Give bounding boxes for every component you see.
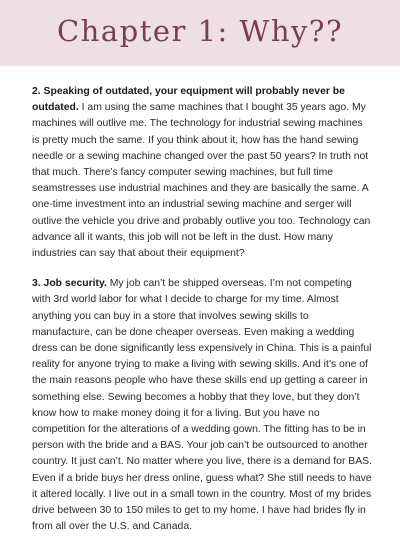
paragraph-job-security — [32, 276, 372, 535]
chapter-title: Chapter 1: Why?? — [56, 14, 344, 48]
chapter-header-band — [0, 0, 400, 66]
paragraph-heading: 2. Speaking of outdated, your equipment will probably never be outdated. — [32, 86, 345, 114]
paragraph-text: I am using the same machines that I bought 35 years ago. My machines will outlive me. The technology for industrial sewing machines is pretty much the same. If you think about it, how has the hand sewing needle or a sewing machine changed over the past 50 years? In truth not that much. There’s fancy computer sewing machines, but full time seamstresses use industrial machines and they are basically the same. A one-time investment into an industrial sewing machine and serger will outlive the vehicle you drive and probably outlive you too. Technology can advance all it wants, this job will not be left in the dust. How many industries can say that about their equipment? — [32, 102, 371, 260]
paragraph-text: My job can’t be shipped overseas. I’m not competing with 3rd world labor for what I decide to charge for my time. Almost anything you can buy in a store that involves sewing skills to manufacture, can be done cheaper overseas. Even making a wedding dress can be done significantly less expensively in China. This is a painful reality for anyone trying to make a living with sewing skills. And it’s one of the main reasons people who have these skills end up getting a career in something else. Sewing becomes a hobby that they love, but they don’t know how to make money doing it for a living. But you have no competition for the alterations of a wedding gown. The fitting has to be in person with the bride and a BAS. Your job can’t be outsourced to another country. It just can’t. No matter where you live, there is a demand for BAS. Even if a bride buys her dress online, guess what? She still needs to have it altered locally. I live out in a small town in the country. Most of my brides drive between 30 to 150 miles to get to my home. I have had brides fly in from all over the U.S. and Canada. — [32, 278, 372, 533]
paragraph-equipment — [32, 84, 372, 262]
document-body — [32, 84, 372, 549]
paragraph-heading: 3. Job security. — [32, 278, 107, 290]
